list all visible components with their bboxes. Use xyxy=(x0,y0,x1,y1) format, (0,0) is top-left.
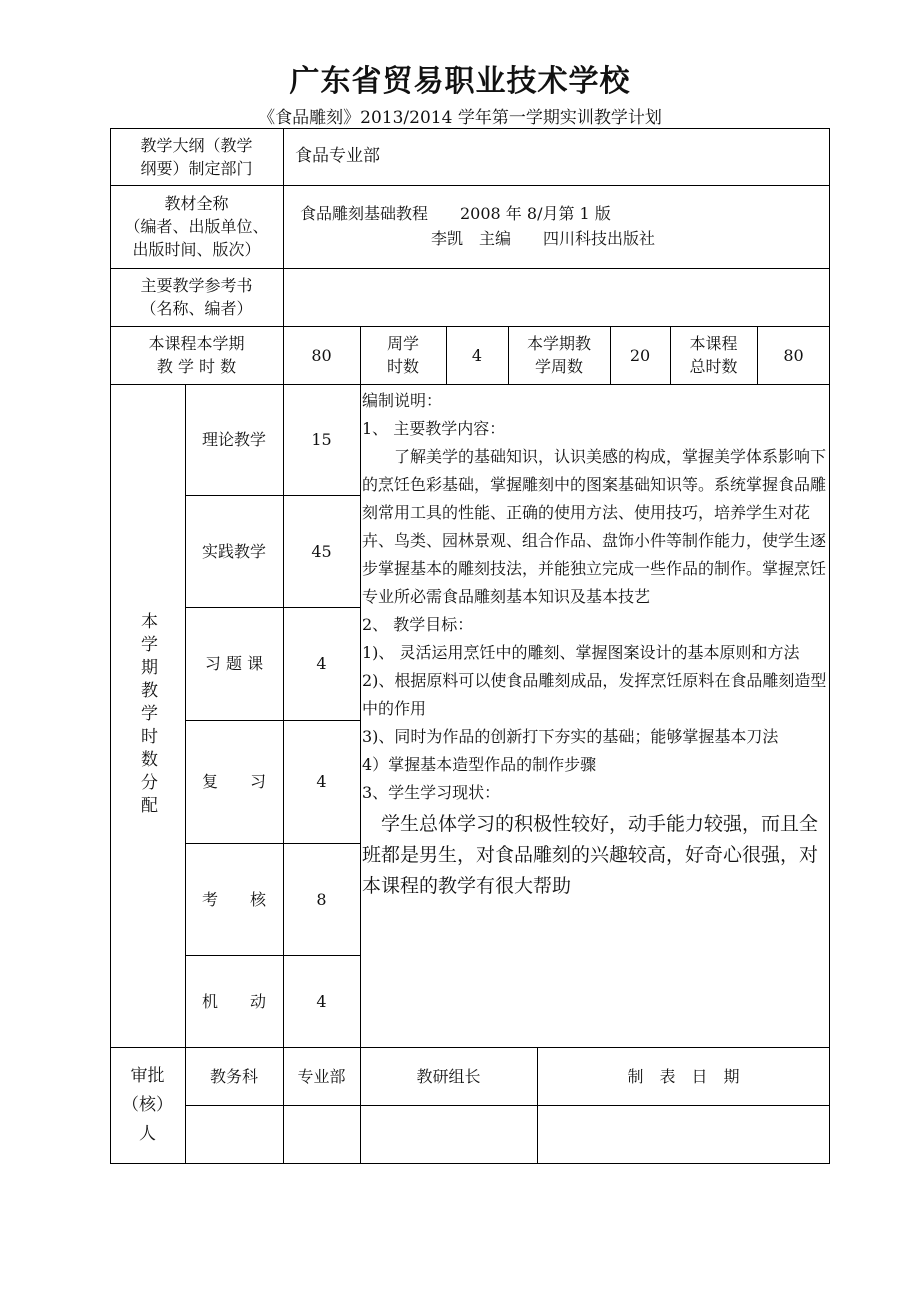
distribution-item-value: 45 xyxy=(311,541,332,561)
total-hours-label xyxy=(670,326,757,384)
reference-label xyxy=(110,268,283,326)
notes-section-content: 1、 主要教学内容： xyxy=(362,419,506,438)
distribution-item-value: 4 xyxy=(316,654,327,673)
approval-col-header: 教研组长 xyxy=(416,1066,481,1086)
distribution-item-value: 4 xyxy=(316,991,327,1011)
notes-goal-item: 2)、根据原料可以使食品雕刻成品，发挥烹饪原料在食品雕刻造型中的作用 xyxy=(362,671,827,718)
textbook-author-publisher: 李凯 主编 四川科技出版社 xyxy=(431,229,656,248)
dept-label xyxy=(110,128,283,185)
row-divider xyxy=(185,1105,830,1106)
weekly-hours-value: 4 xyxy=(471,345,483,365)
approval-label-text: 审批（核）人 xyxy=(122,1066,173,1144)
distribution-item-label: 复 习 xyxy=(201,772,266,791)
notes-heading: 编制说明： xyxy=(362,391,443,410)
textbook-label-line: 教材全称 xyxy=(164,194,229,213)
teaching-weeks-label-line: 本学期教 xyxy=(526,334,591,353)
dept-label-line: 纲要）制定部门 xyxy=(140,158,253,178)
distribution-item-value: 15 xyxy=(311,430,332,449)
notes-section-goals: 2、 教学目标： xyxy=(362,615,474,634)
distribution-item-label: 习 题 课 xyxy=(204,654,264,673)
semester-hours-label xyxy=(110,326,283,384)
dept-label-line: 教学大纲（教学 xyxy=(140,135,253,155)
distribution-item-label: 考 核 xyxy=(201,889,266,909)
notes-goal-item: 4）掌握基本造型作品的制作步骤 xyxy=(362,755,597,774)
school-title: 广东省贸易职业技术学校 xyxy=(289,64,631,99)
textbook-label-line: 出版时间、版次） xyxy=(132,240,261,259)
plan-subtitle: 《食品雕刻》2013/2014 学年第一学期实训教学计划 xyxy=(258,108,662,128)
distribution-item-label: 理论教学 xyxy=(201,430,266,449)
reference-label-line: （名称、编者） xyxy=(140,299,253,318)
semester-hours-value: 80 xyxy=(311,345,332,365)
total-hours-label-line: 本课程 xyxy=(689,334,738,353)
notes-goal-item: 3)、同时为作品的创新打下夯实的基础；能够掌握基本刀法 xyxy=(362,727,779,746)
weekly-hours-label xyxy=(360,326,446,384)
teaching-weeks-value: 20 xyxy=(629,345,651,365)
teaching-weeks-label xyxy=(508,326,610,384)
weekly-hours-label-line: 周学 xyxy=(386,334,419,353)
textbook-label xyxy=(110,185,283,268)
dept-value: 食品专业部 xyxy=(295,146,380,166)
textbook-label-line: （编者、出版单位、 xyxy=(124,217,269,236)
distribution-item-label: 实践教学 xyxy=(201,541,266,561)
textbook-value xyxy=(300,201,820,251)
notes-section-status: 3、学生学习现状： xyxy=(362,783,501,802)
teaching-weeks-label-line: 学周数 xyxy=(534,357,583,376)
distribution-side-text: 本学期教学时数分配 xyxy=(137,612,157,819)
semester-hours-label-line: 本课程本学期 xyxy=(148,334,245,353)
semester-hours-label-line: 教 学 时 数 xyxy=(156,357,237,376)
col-divider xyxy=(360,384,361,1047)
weekly-hours-label-line: 时数 xyxy=(386,357,419,376)
distribution-item-value: 8 xyxy=(316,889,327,909)
notes-goal-item: 1)、 灵活运用烹饪中的雕刻、掌握图案设计的基本原则和方法 xyxy=(362,643,800,662)
approval-col-header: 制 表 日 期 xyxy=(627,1066,740,1086)
distribution-side-label xyxy=(110,384,185,1047)
total-hours-label-line: 总时数 xyxy=(689,357,738,376)
approval-col-header: 专业部 xyxy=(297,1066,346,1086)
notes-content-body: 了解美学的基础知识，认识美感的构成，掌握美学体系影响下的烹饪色彩基础，掌握雕刻中的图案基础知识等。系统掌握食品雕刻常用工具的性能、正确的使用方法、使用技巧，培养学生对花卉、鸟类、园林景观、组合作品、盘饰小件等制作能力，使学生逐步掌握基本的雕刻技法，并能独立完成一些作品的制作。掌握烹饪专业所必需食品雕刻基本知识及基本技艺 xyxy=(362,447,827,606)
compilation-notes xyxy=(362,387,828,902)
textbook-title: 食品雕刻基础教程 2008 年 8/月第 1 版 xyxy=(300,204,611,223)
total-hours-value: 80 xyxy=(783,345,804,365)
notes-status-body: 学生总体学习的积极性较好，动手能力较强，而且全班都是男生，对食品雕刻的兴趣较高，好奇心很强，对本课程的教学有很大帮助 xyxy=(362,813,819,897)
distribution-item-label: 机 动 xyxy=(201,991,266,1011)
distribution-item-value: 4 xyxy=(316,772,327,791)
reference-label-line: 主要教学参考书 xyxy=(140,276,253,295)
approval-col-header: 教务科 xyxy=(209,1066,258,1086)
approval-label xyxy=(110,1047,185,1164)
